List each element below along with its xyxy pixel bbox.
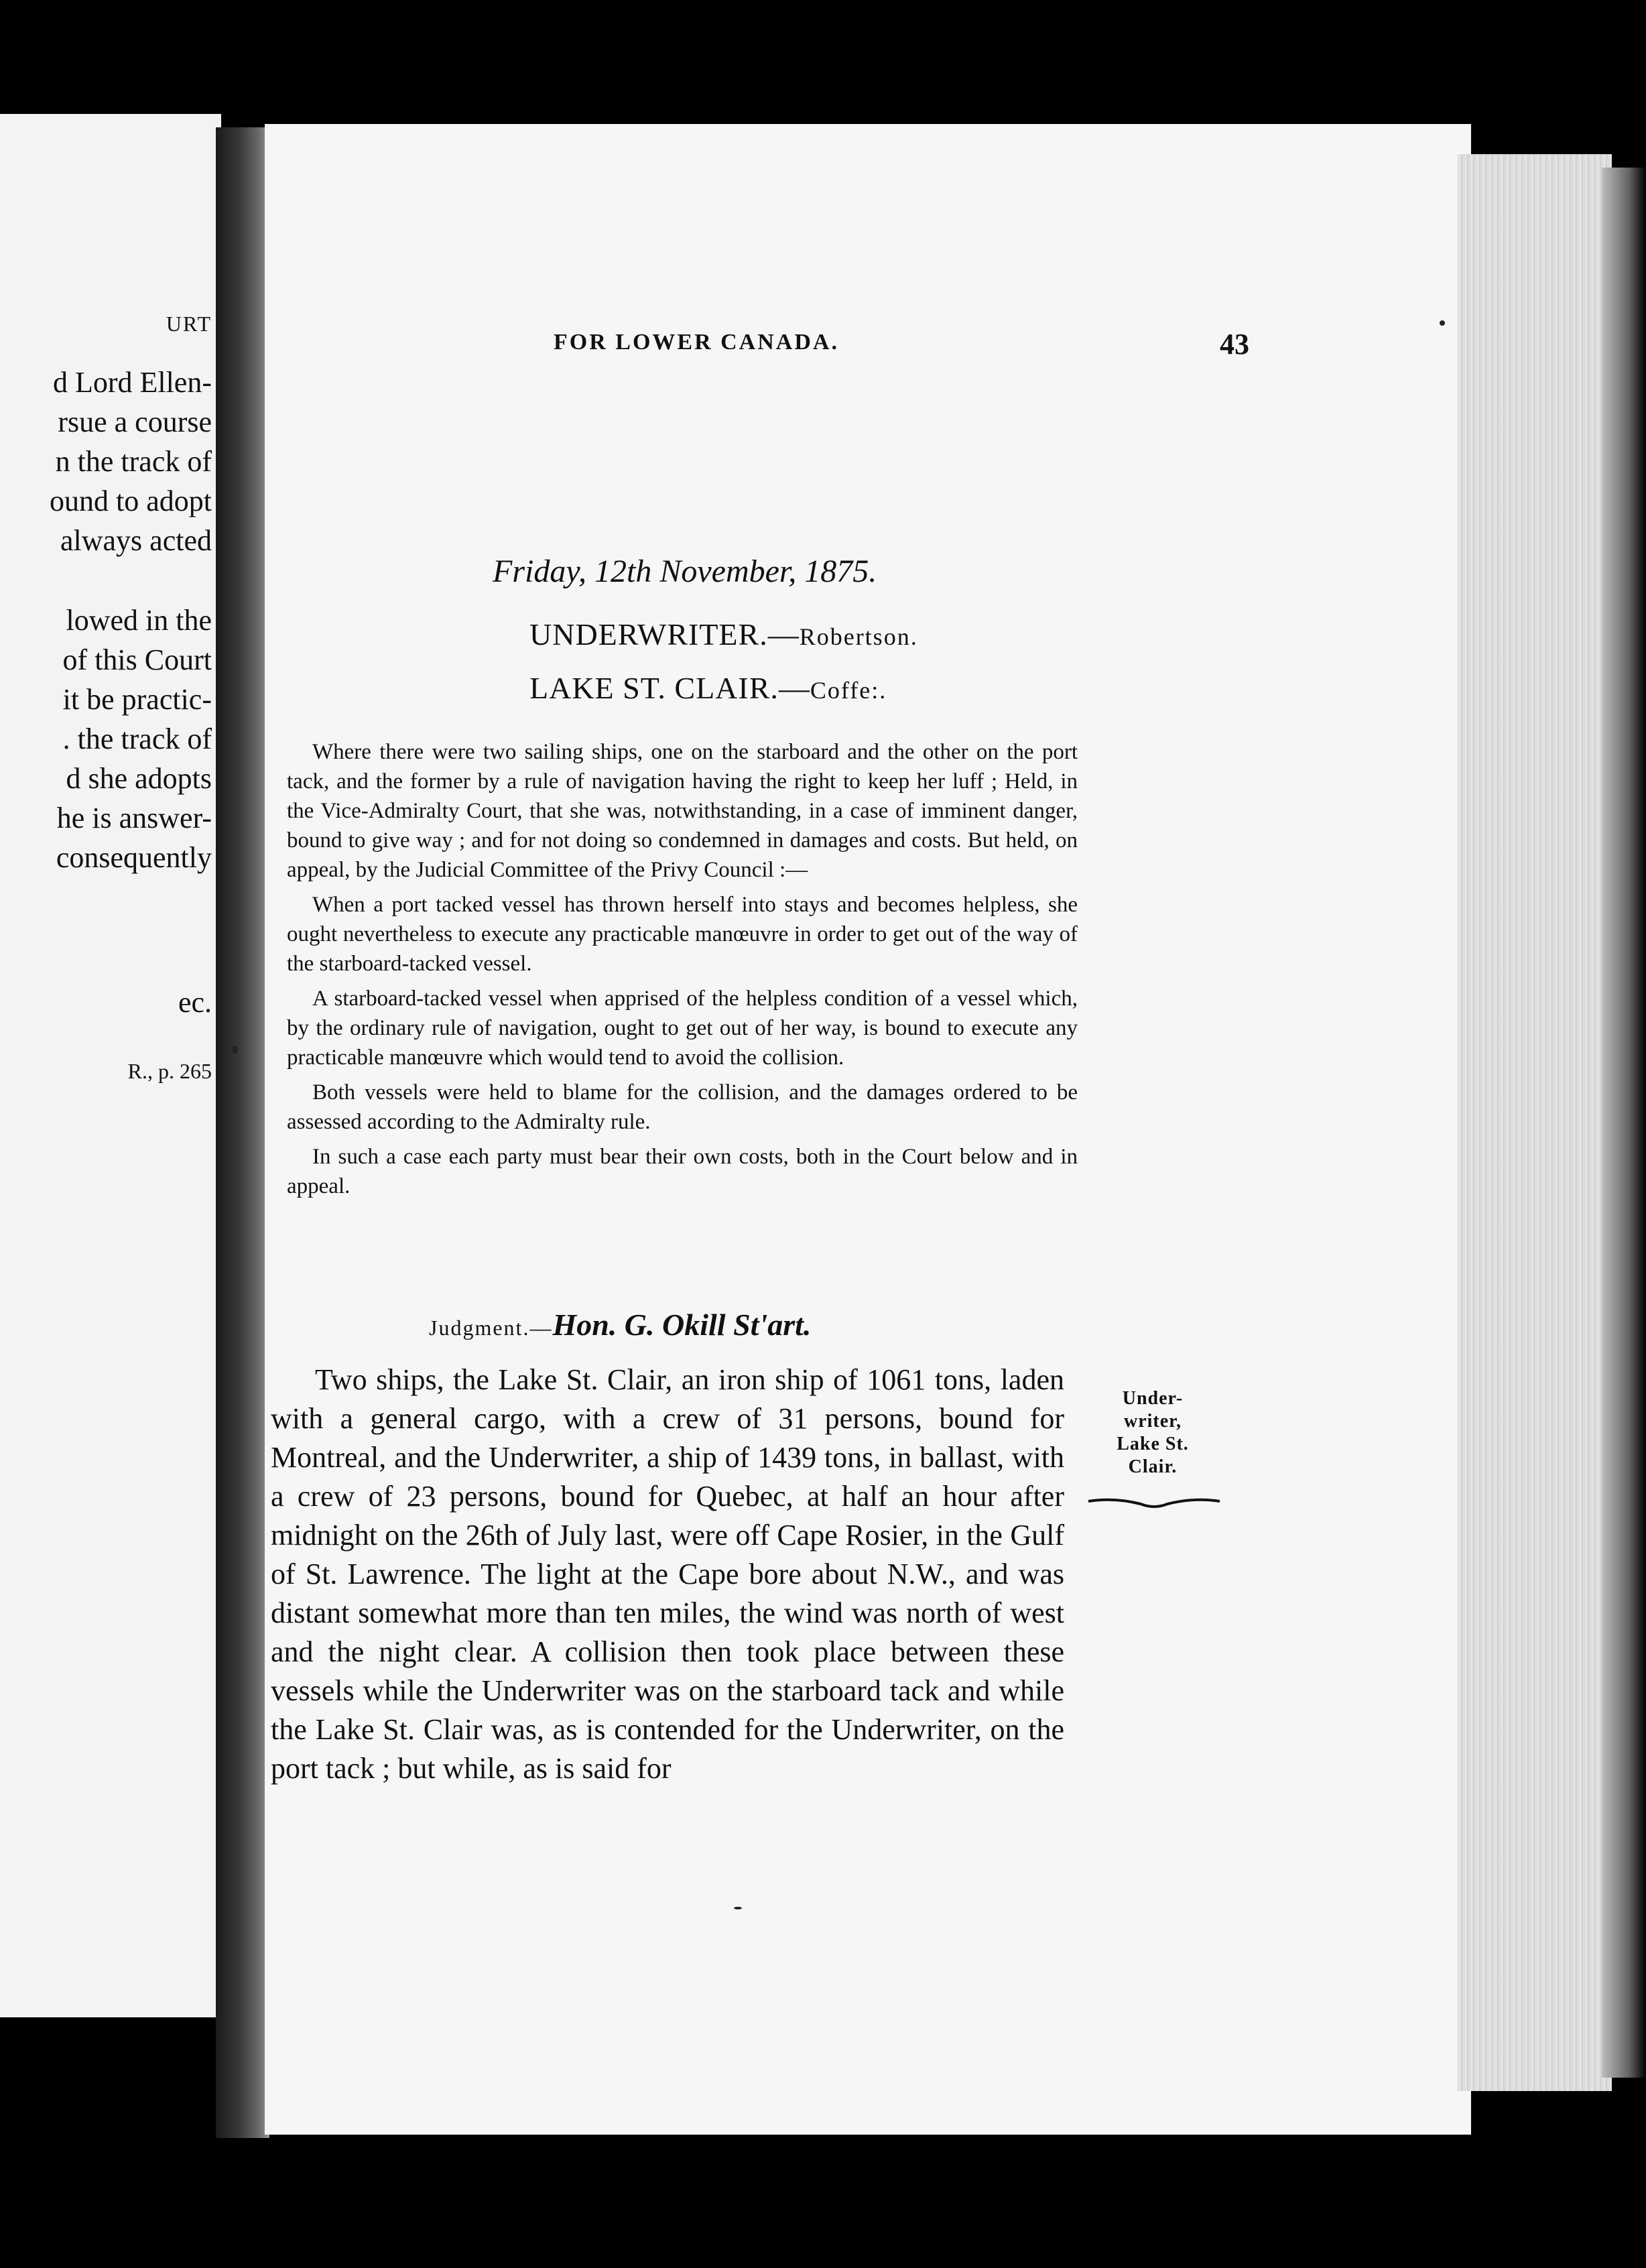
vessel-name: UNDERWRITER.— [529,617,800,651]
case-title-lake-st-clair [529,670,887,706]
margin-note [1086,1387,1220,1478]
left-text-line: of this Court [62,643,212,676]
body-paragraph: Two ships, the Lake St. Clair, an iron ship of 1061 tons, laden with a general cargo, with a crew of 31 persons, bound for Montreal, and the Underwriter, a ship of 1439 tons, in ballast, with a crew of 23 persons, bound for Quebec, at half an hour after midnight on the 26th of July last, were off Cape Rosier, in the Gulf of St. Lawrence. The light at the Cape bore about N.W., and was distant somewhat more than ten miles, the wind was north of west and the night clear. A collision then took place between these vessels while the Underwriter was on the starboard tack and while the Lake St. Clair was, as is contended for the Underwriter, on the port tack ; but while, as is said for [271,1363,1064,1785]
left-text-line: it be practic- [62,683,212,716]
left-text-line: d she adopts [66,762,212,795]
left-text-line: consequently [56,841,212,874]
page-edges [1458,154,1612,2091]
left-text-line: . the track of [62,722,212,755]
left-text-line: d Lord Ellen- [52,366,212,399]
margin-note-line: writer, [1123,1411,1182,1432]
headnote-paragraph: In such a case each party must bear their own costs, both in the Court below and in appeal. [287,1145,1078,1198]
headnote-paragraph: When a port tacked vessel has thrown herself into stays and becomes helpless, she ought nevertheless to execute any practicable manœuvre in order to get out of the way of the starboard-tacked vessel. [287,893,1078,976]
page-edge-shadow [1602,168,1646,2078]
left-text-line: ound to adopt [50,485,212,517]
left-citation: R., p. 265 [127,1059,212,1083]
flourish-ornament [1087,1496,1221,1511]
page-number: 43 [1220,328,1249,361]
case-title-underwriter [529,617,918,652]
headnote-paragraph: Where there were two sailing ships, one on the starboard and the other on the port tack, and the former by a rule of navigation having the right to keep her luff ; Held, in the Vice-Admiralty Court, that she was, notwithstanding, in a case of imminent danger, bound to give way ; and for not doing so condemned in damages and costs. But held, on appeal, by the Judicial Committee of the Privy Council :— [287,740,1078,882]
judge-name: Hon. G. Okill St'art. [552,1308,812,1342]
vessel-name: LAKE ST. CLAIR.— [529,671,810,705]
book-gutter-shadow [216,127,269,2138]
headnote-paragraph: A starboard-tacked vessel when apprised of the helpless condition of a vessel which, by the ordinary rule of navigation, ought to get out of her way, is bound to execute any practicable manœuvre which would tend to avoid the collision. [287,987,1078,1070]
print-speck [232,1046,238,1054]
party-name: Coffe:. [810,677,887,704]
margin-note-line: Lake St. [1117,1434,1189,1454]
headnote-paragraph: Both vessels were held to blame for the collision, and the damages ordered to be assessed according to the Admiralty rule. [287,1080,1078,1134]
left-text-line: n the track of [55,445,212,478]
left-text-line: rsue a course [58,405,212,438]
judgment-body [271,1361,1064,1788]
left-running-head: URT [166,312,212,336]
print-speck [1440,320,1445,326]
headnote [287,737,1078,1206]
left-text-line: he is answer- [56,802,212,834]
judgment-heading [429,1307,811,1342]
left-facing-page [0,114,221,2017]
party-name: Robertson. [799,623,918,650]
margin-note-line: Clair. [1128,1456,1178,1477]
left-text-line: ec. [178,986,212,1019]
running-head: FOR LOWER CANADA. [554,330,839,355]
case-date: Friday, 12th November, 1875. [493,554,877,589]
print-speck [734,1907,742,1909]
left-text-line: lowed in the [66,604,212,637]
margin-note-line: Under- [1122,1388,1184,1409]
left-text-line: always acted [60,524,212,557]
judgment-label: Judgment.— [429,1316,553,1340]
